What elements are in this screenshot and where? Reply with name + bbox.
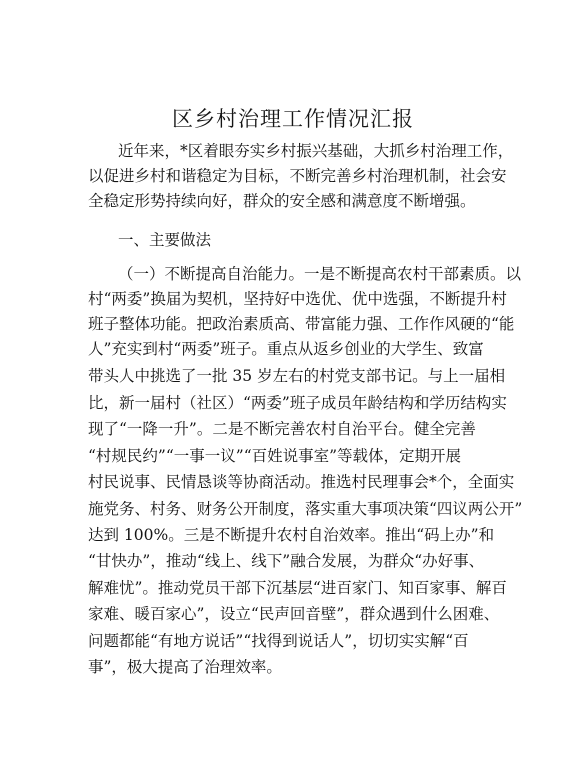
body-line: 人”充实到村“两委”班子。重点从返乡创业的大学生、致富 (88, 340, 484, 358)
body-line: 班子整体功能。把政治素质高、带富能力强、工作作风硬的“能 (88, 315, 515, 333)
body-line: 达到 100%。三是不断提升农村自治效率。推出“码上办”和 (88, 526, 495, 544)
body-line: 事”，极大提高了治理效率。 (88, 658, 282, 676)
document-title: 区乡村治理工作情况汇报 (172, 107, 414, 131)
body-line: 家难、暖百家心”，设立“民声回音壁”，群众遇到什么困难、 (88, 605, 500, 623)
body-line: 带头人中挑选了一批 35 岁左右的村党支部书记。与上一届相 (88, 367, 506, 385)
intro-line: 全稳定形势持续向好，群众的安全感和满意度不断增强。 (88, 192, 476, 210)
section-heading: 一、主要做法 (118, 231, 212, 249)
intro-line: 以促进乡村和谐稳定为目标，不断完善乡村治理机制，社会安 (88, 167, 507, 185)
body-line: “甘快办”，推动“线上、线下”融合发展，为群众“办好事、 (88, 552, 485, 570)
intro-line: 近年来，*区着眼夯实乡村振兴基础，大抓乡村治理工作， (118, 142, 514, 160)
body-line: 比，新一届村（社区）“两委”班子成员年龄结构和学历结构实 (88, 394, 507, 412)
body-line: 村民说事、民情恳谈等协商活动。推选村民理事会*个，全面实 (88, 473, 515, 491)
body-line: “村规民约”“一事一议”“百姓说事室”等载体，定期开展 (88, 447, 462, 465)
body-line: 村“两委”换届为契机，坚持好中选优、优中选强，不断提升村 (88, 290, 507, 308)
body-line: （一）不断提高自治能力。一是不断提高农村干部素质。以 (118, 265, 522, 283)
body-line: 问题都能“有地方说话”“找得到说话人”，切切实实解“百 (88, 632, 469, 650)
body-line: 解难忧”。推动党员干部下沉基层“进百家门、知百家事、解百 (88, 579, 507, 597)
body-line: 现了“一降一升”。二是不断完善农村自治平台。健全完善 (88, 420, 476, 438)
body-line: 施党务、村务、财务公开制度，落实重大事项决策“四议两公开” (88, 500, 523, 518)
